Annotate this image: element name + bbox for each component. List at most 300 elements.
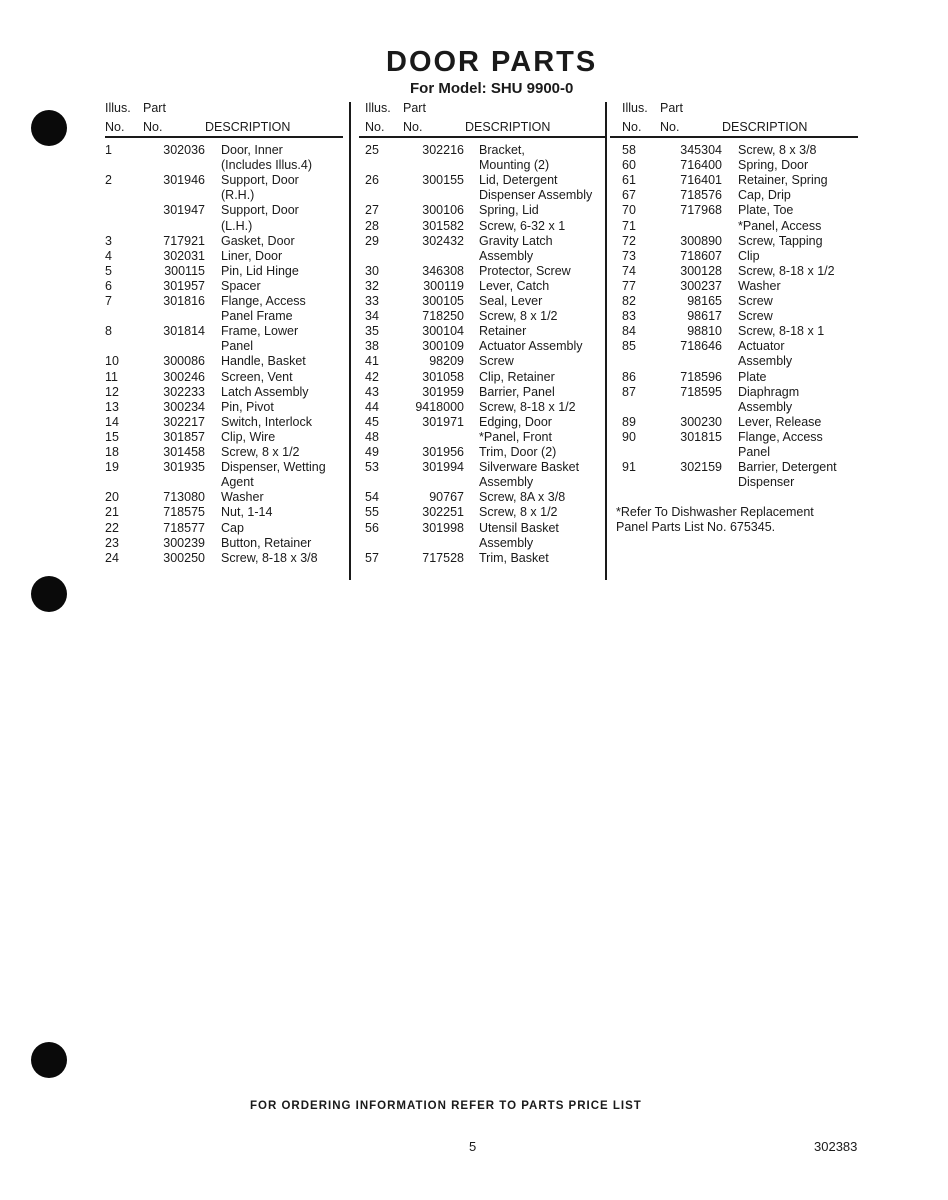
part-description: Clip <box>738 248 760 263</box>
part-description: Liner, Door <box>221 248 283 263</box>
footnote-line: *Refer To Dishwasher Replacement <box>616 505 814 519</box>
part-row <box>365 521 605 536</box>
part-description: Lid, Detergent <box>479 173 558 188</box>
part-number: 300250 <box>163 550 205 565</box>
footnote-line: Panel Parts List No. 675345. <box>616 520 776 534</box>
part-description: Latch Assembly <box>221 384 309 399</box>
header-no: No. <box>622 120 642 134</box>
part-row <box>365 460 605 475</box>
part-row <box>622 279 862 294</box>
illus-number: 70 <box>622 203 636 218</box>
illus-number: 48 <box>365 429 379 444</box>
part-number: 300234 <box>163 399 205 414</box>
header-rule <box>105 136 343 138</box>
illus-number: 84 <box>622 324 636 339</box>
part-description: Washer <box>221 490 264 505</box>
illus-number: 49 <box>365 445 379 459</box>
part-number: 713080 <box>163 490 205 505</box>
part-number: 300109 <box>422 339 464 354</box>
part-number: 300239 <box>163 535 205 550</box>
illus-number: 45 <box>365 414 379 429</box>
part-row <box>105 234 345 249</box>
part-number: 301971 <box>422 414 464 429</box>
part-description: Assembly <box>479 475 534 490</box>
part-number: 716400 <box>680 158 722 173</box>
part-number: 9418000 <box>415 399 464 414</box>
illus-number: 56 <box>365 520 379 535</box>
part-description: Panel Frame <box>221 309 293 324</box>
header-rule <box>359 136 605 138</box>
illus-number: 20 <box>105 490 119 505</box>
illus-number: 10 <box>105 354 119 369</box>
header-part: Part <box>403 101 426 115</box>
header-rule <box>610 136 858 138</box>
part-row <box>105 279 345 294</box>
part-row <box>365 158 605 173</box>
part-description: Dispenser, Wetting <box>221 460 326 475</box>
illus-number: 82 <box>622 294 636 308</box>
header-illus: Illus. <box>105 101 131 115</box>
part-row <box>622 309 862 324</box>
illus-number: 38 <box>365 339 379 354</box>
part-row <box>365 309 605 324</box>
part-number: 301935 <box>163 460 205 475</box>
illus-number: 55 <box>365 505 379 520</box>
illus-number: 83 <box>622 309 636 324</box>
part-description: Actuator <box>738 339 785 354</box>
part-row <box>365 370 605 385</box>
part-row <box>365 339 605 354</box>
part-description: Retainer, Spring <box>738 173 828 188</box>
part-number: 301959 <box>422 384 464 399</box>
illus-number: 90 <box>622 429 636 444</box>
header-part-no: No. <box>143 120 163 134</box>
part-number: 300155 <box>422 173 464 188</box>
part-description: Panel <box>221 339 253 354</box>
part-row <box>365 445 605 460</box>
header-no: No. <box>105 120 125 134</box>
part-description: Screw, 8 x 1/2 <box>479 505 558 520</box>
part-number: 98165 <box>687 294 722 308</box>
illus-number: 15 <box>105 429 119 444</box>
page-number: 5 <box>469 1139 477 1154</box>
part-description: Barrier, Detergent <box>738 460 837 475</box>
part-row <box>105 370 345 385</box>
part-number: 718576 <box>680 188 722 203</box>
illus-number: 13 <box>105 399 119 414</box>
part-number: 718575 <box>163 505 205 520</box>
part-row <box>365 279 605 294</box>
part-row <box>105 475 345 490</box>
model-subtitle: For Model: SHU 9900-0 <box>410 80 574 97</box>
part-row <box>365 536 605 551</box>
part-row <box>105 536 345 551</box>
part-row <box>622 430 862 445</box>
part-number: 301458 <box>163 445 205 459</box>
part-number: 345304 <box>680 143 722 157</box>
part-number: 300119 <box>423 278 464 293</box>
part-number: 301814 <box>163 324 205 339</box>
illus-number: 35 <box>365 324 379 339</box>
part-row <box>365 234 605 249</box>
part-row <box>365 475 605 490</box>
part-description: Screw, 8 x 3/8 <box>738 143 817 157</box>
illus-number: 87 <box>622 384 636 399</box>
part-description: Assembly <box>738 354 793 369</box>
part-description: Pin, Lid Hinge <box>221 263 299 278</box>
part-number: 346308 <box>422 263 464 278</box>
part-row <box>365 219 605 234</box>
illus-number: 91 <box>622 460 636 475</box>
part-row <box>622 415 862 430</box>
part-number: 717528 <box>422 550 464 565</box>
part-row <box>622 143 862 158</box>
document-number: 302383 <box>814 1139 858 1154</box>
column-divider-1 <box>349 102 351 580</box>
part-row <box>105 460 345 475</box>
part-row <box>622 370 862 385</box>
illus-number: 61 <box>622 173 636 188</box>
part-description: Clip, Wire <box>221 429 276 444</box>
part-description: Utensil Basket <box>479 520 559 535</box>
illus-number: 33 <box>365 294 379 308</box>
part-number: 300086 <box>163 354 205 369</box>
part-row <box>365 385 605 400</box>
illus-number: 6 <box>105 278 112 293</box>
part-row <box>622 324 862 339</box>
illus-number: 86 <box>622 369 636 384</box>
part-number: 301816 <box>163 294 205 308</box>
footnote <box>616 505 814 535</box>
part-number: 718607 <box>680 248 722 263</box>
part-description: Frame, Lower <box>221 324 299 339</box>
part-description: Dispenser Assembly <box>479 188 593 203</box>
illus-number: 22 <box>105 520 119 535</box>
part-row <box>622 339 862 354</box>
illus-number: 44 <box>365 399 379 414</box>
part-description: Lever, Release <box>738 414 822 429</box>
part-description: Lever, Catch <box>479 278 550 293</box>
part-row <box>105 354 345 369</box>
binder-hole-bottom <box>31 1042 67 1078</box>
part-number: 300105 <box>422 294 464 308</box>
part-row <box>622 203 862 218</box>
part-description: Screw, 6-32 x 1 <box>479 218 566 233</box>
ordering-note: FOR ORDERING INFORMATION REFER TO PARTS PRICE LIST <box>250 1100 642 1112</box>
part-description: Screen, Vent <box>221 369 293 384</box>
part-row <box>105 400 345 415</box>
part-number: 302216 <box>422 143 464 157</box>
part-row <box>105 203 345 218</box>
part-description: Support, Door <box>221 173 299 188</box>
illus-number: 26 <box>365 173 379 188</box>
part-row <box>105 490 345 505</box>
part-row <box>622 475 862 490</box>
part-number: 300104 <box>422 324 464 339</box>
part-row <box>105 415 345 430</box>
part-number: 718577 <box>163 520 205 535</box>
part-description: Spring, Door <box>738 158 809 173</box>
part-description: Door, Inner <box>221 143 283 157</box>
part-row <box>365 188 605 203</box>
illus-number: 2 <box>105 173 112 188</box>
part-number: 98810 <box>687 324 722 339</box>
part-row <box>622 188 862 203</box>
part-description: (L.H.) <box>221 218 253 233</box>
part-row <box>622 354 862 369</box>
part-description: Protector, Screw <box>479 263 571 278</box>
part-description: Mounting (2) <box>479 158 550 173</box>
part-description: Screw, 8-18 x 1/2 <box>479 399 576 414</box>
illus-number: 32 <box>365 278 379 293</box>
part-number: 716401 <box>680 173 722 188</box>
illus-number: 25 <box>365 143 379 157</box>
part-description: Screw <box>738 294 773 308</box>
part-row <box>365 249 605 264</box>
part-description: Assembly <box>479 535 534 550</box>
part-description: Cap, Drip <box>738 188 791 203</box>
illus-number: 85 <box>622 339 636 354</box>
illus-number: 11 <box>105 369 118 384</box>
part-row <box>365 324 605 339</box>
part-description: Cap <box>221 520 244 535</box>
part-row <box>622 294 862 309</box>
illus-number: 67 <box>622 188 636 203</box>
part-number: 302432 <box>422 233 464 248</box>
illus-number: 53 <box>365 460 379 475</box>
part-row <box>622 219 862 234</box>
illus-number: 54 <box>365 490 379 505</box>
part-number: 300128 <box>680 263 722 278</box>
illus-number: 24 <box>105 550 119 565</box>
header-part-no: No. <box>403 120 423 134</box>
illus-number: 4 <box>105 248 112 263</box>
part-description: Screw, 8 x 1/2 <box>221 445 300 459</box>
illus-number: 73 <box>622 248 636 263</box>
header-part: Part <box>660 101 683 115</box>
part-row <box>365 143 605 158</box>
part-number: 300890 <box>680 233 722 248</box>
illus-number: 7 <box>105 294 112 308</box>
part-description: Plate <box>738 369 767 384</box>
part-description: Screw, Tapping <box>738 233 823 248</box>
illus-number: 72 <box>622 233 636 248</box>
part-description: Screw, 8 x 1/2 <box>479 309 558 324</box>
part-row <box>622 264 862 279</box>
part-number: 718646 <box>680 339 722 354</box>
part-number: 301947 <box>163 203 205 218</box>
illus-number: 74 <box>622 263 636 278</box>
part-row <box>105 219 345 234</box>
part-description: Dispenser <box>738 475 795 490</box>
part-row <box>622 173 862 188</box>
illus-number: 23 <box>105 535 119 550</box>
part-row <box>365 173 605 188</box>
part-description: Gasket, Door <box>221 233 295 248</box>
part-description: Pin, Pivot <box>221 399 274 414</box>
part-description: Trim, Door (2) <box>479 445 557 459</box>
part-row <box>365 203 605 218</box>
header-description: DESCRIPTION <box>465 120 551 134</box>
illus-number: 71 <box>622 218 636 233</box>
part-description: Button, Retainer <box>221 535 312 550</box>
part-number: 301956 <box>422 445 464 459</box>
part-number: 98617 <box>687 309 722 324</box>
part-description: Screw <box>479 354 514 369</box>
part-description: Flange, Access <box>221 294 306 308</box>
illus-number: 1 <box>105 143 112 157</box>
part-row <box>622 445 862 460</box>
part-row <box>622 249 862 264</box>
part-description: Flange, Access <box>738 429 823 444</box>
part-row <box>365 490 605 505</box>
part-description: Actuator Assembly <box>479 339 583 354</box>
illus-number: 29 <box>365 233 379 248</box>
part-number: 301946 <box>163 173 205 188</box>
part-description: Plate, Toe <box>738 203 794 218</box>
part-description: *Panel, Front <box>479 429 552 444</box>
part-description: (R.H.) <box>221 188 255 203</box>
part-description: Diaphragm <box>738 384 800 399</box>
part-number: 300230 <box>680 414 722 429</box>
part-row <box>105 264 345 279</box>
binder-hole-middle <box>31 576 67 612</box>
part-number: 301857 <box>163 429 205 444</box>
header-illus: Illus. <box>365 101 391 115</box>
part-row <box>105 143 345 158</box>
part-number: 302233 <box>163 384 205 399</box>
illus-number: 57 <box>365 550 379 565</box>
illus-number: 5 <box>105 263 112 278</box>
part-description: Nut, 1-14 <box>221 505 273 520</box>
part-row <box>622 158 862 173</box>
illus-number: 3 <box>105 233 112 248</box>
part-number: 301998 <box>422 520 464 535</box>
part-row <box>622 400 862 415</box>
illus-number: 28 <box>365 218 379 233</box>
part-row <box>105 551 345 566</box>
part-number: 717921 <box>163 233 205 248</box>
part-description: Support, Door <box>221 203 299 218</box>
part-row <box>105 521 345 536</box>
part-description: Agent <box>221 475 254 490</box>
parts-column-1 <box>105 101 345 581</box>
part-row <box>105 430 345 445</box>
part-number: 302036 <box>163 143 205 157</box>
part-number: 718596 <box>680 369 722 384</box>
part-row <box>365 400 605 415</box>
illus-number: 43 <box>365 384 379 399</box>
part-number: 302159 <box>680 460 722 475</box>
illus-number: 27 <box>365 203 379 218</box>
part-number: 301815 <box>680 429 722 444</box>
header-illus: Illus. <box>622 101 648 115</box>
illus-number: 19 <box>105 460 119 475</box>
part-description: Screw, 8-18 x 1 <box>738 324 825 339</box>
part-row <box>105 505 345 520</box>
part-number: 301058 <box>422 369 464 384</box>
part-row <box>105 385 345 400</box>
part-row <box>105 309 345 324</box>
part-description: (Includes Illus.4) <box>221 158 313 173</box>
illus-number: 12 <box>105 384 119 399</box>
part-row <box>105 173 345 188</box>
part-description: Washer <box>738 278 781 293</box>
part-number: 718250 <box>422 309 464 324</box>
part-number: 302251 <box>422 505 464 520</box>
part-row <box>365 415 605 430</box>
part-row <box>105 294 345 309</box>
part-row <box>622 234 862 249</box>
part-number: 300106 <box>422 203 464 218</box>
part-number: 718595 <box>680 384 722 399</box>
header-part: Part <box>143 101 166 115</box>
illus-number: 14 <box>105 414 119 429</box>
part-row <box>365 505 605 520</box>
part-description: Screw, 8-18 x 1/2 <box>738 263 835 278</box>
part-description: Trim, Basket <box>479 550 549 565</box>
part-description: Seal, Lever <box>479 294 543 308</box>
part-description: Edging, Door <box>479 414 552 429</box>
part-row <box>622 460 862 475</box>
illus-number: 41 <box>365 354 379 369</box>
header-no: No. <box>365 120 385 134</box>
part-row <box>365 354 605 369</box>
part-number: 300237 <box>680 278 722 293</box>
part-number: 717968 <box>680 203 722 218</box>
part-row <box>622 385 862 400</box>
header-description: DESCRIPTION <box>722 120 808 134</box>
binder-hole-top <box>31 110 67 146</box>
part-description: Screw <box>738 309 773 324</box>
part-row <box>365 294 605 309</box>
part-number: 300115 <box>164 263 205 278</box>
part-description: Clip, Retainer <box>479 369 555 384</box>
part-number: 300246 <box>163 369 205 384</box>
part-number: 90767 <box>429 490 464 505</box>
page-title: DOOR PARTS <box>386 46 598 78</box>
part-row <box>365 430 605 445</box>
part-description: Barrier, Panel <box>479 384 555 399</box>
illus-number: 60 <box>622 158 636 173</box>
part-description: Screw, 8-18 x 3/8 <box>221 550 318 565</box>
part-row <box>105 188 345 203</box>
illus-number: 89 <box>622 414 636 429</box>
part-number: 98209 <box>429 354 464 369</box>
part-description: Switch, Interlock <box>221 414 313 429</box>
part-description: Gravity Latch <box>479 233 553 248</box>
header-part-no: No. <box>660 120 680 134</box>
part-row <box>365 551 605 566</box>
part-description: Assembly <box>479 248 534 263</box>
part-number: 302031 <box>163 248 205 263</box>
illus-number: 21 <box>105 505 119 520</box>
part-number: 301582 <box>422 218 464 233</box>
illus-number: 58 <box>622 143 636 157</box>
illus-number: 77 <box>622 278 636 293</box>
part-row <box>105 158 345 173</box>
illus-number: 18 <box>105 445 119 459</box>
part-description: Screw, 8A x 3/8 <box>479 490 566 505</box>
part-number: 301957 <box>163 278 205 293</box>
part-description: Panel <box>738 445 770 459</box>
illus-number: 8 <box>105 324 112 339</box>
part-row <box>105 324 345 339</box>
part-description: Handle, Basket <box>221 354 306 369</box>
part-number: 301994 <box>422 460 464 475</box>
part-row <box>105 249 345 264</box>
illus-number: 30 <box>365 263 379 278</box>
